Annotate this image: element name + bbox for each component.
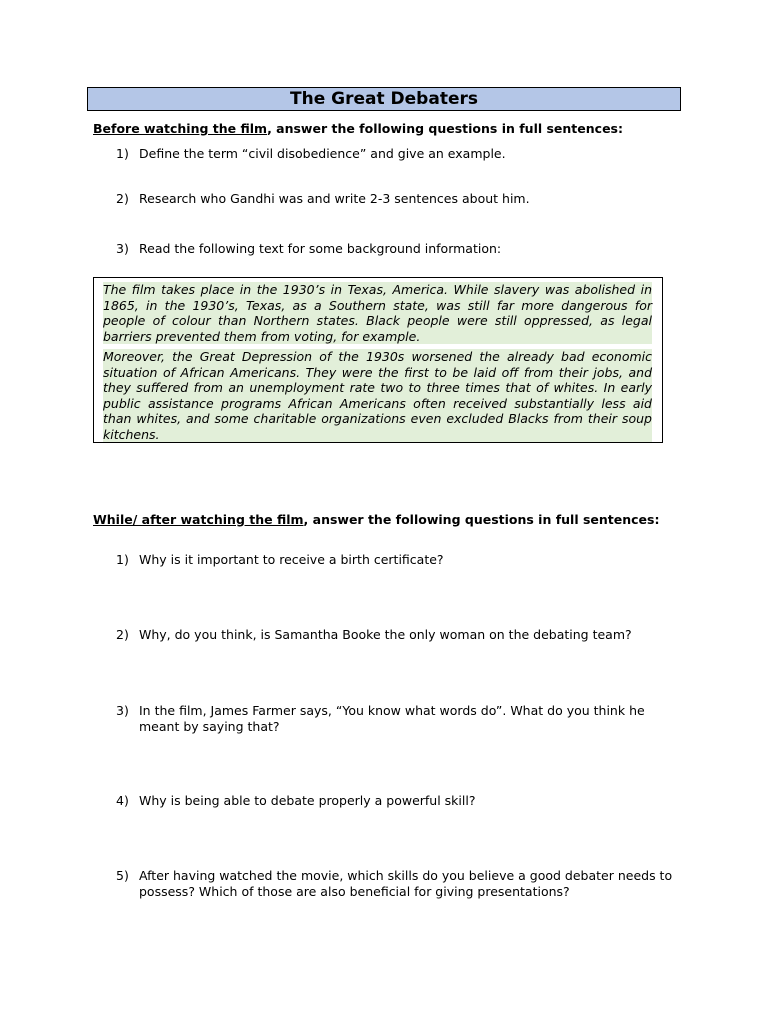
before-question-3: 3) Read the following text for some background information: [116, 241, 502, 256]
before-question-2: 2) Research who Gandhi was and write 2-3 sentences about him. [116, 191, 530, 206]
before-heading-underlined: Before watching the film [93, 121, 268, 136]
page-title: The Great Debaters [290, 89, 478, 109]
while-question-3: 3) In the film, James Farmer says, “You know what words do”. What do you think he meant by saying that? [116, 703, 645, 734]
while-section-heading [93, 512, 673, 528]
while-heading-rest: , answer the following questions in full sentences: [303, 512, 660, 527]
info-paragraph-1: The film takes place in the 1930’s in Texas, America. While slavery was abolished in 1865, in the 1930’s, Texas, as a Southern state, was still far more dangerous for people of colour than Northern states. Black people were still oppressed, as legal barriers prevented them from voting, for example. [103, 282, 652, 344]
before-section-heading [93, 121, 673, 137]
while-question-5: 5) After having watched the movie, which skills do you believe a good debater needs to possess? Which of those are also beneficial for giving presentations? [116, 868, 673, 899]
while-heading-underlined: While/ after watching the film [93, 512, 304, 527]
while-question-4: 4) Why is being able to debate properly a powerful skill? [116, 793, 476, 808]
title-box [87, 87, 681, 111]
info-paragraph-2: Moreover, the Great Depression of the 1930s worsened the already bad economic situation of African Americans. They were the first to be laid off from their jobs, and they suffered from an unemployment rate two to three times that of whites. In early public assistance programs African Americans often received substantially less aid than whites, and some charitable organizations even excluded Blacks from their soup kitchens. [103, 349, 652, 442]
before-heading-rest: , answer the following questions in full sentences: [267, 121, 623, 136]
before-question-1: 1) Define the term “civil disobedience” and give an example. [116, 146, 506, 161]
background-info-box [93, 277, 663, 443]
while-question-2: 2) Why, do you think, is Samantha Booke the only woman on the debating team? [116, 627, 632, 642]
while-question-1: 1) Why is it important to receive a birth certificate? [116, 552, 444, 567]
